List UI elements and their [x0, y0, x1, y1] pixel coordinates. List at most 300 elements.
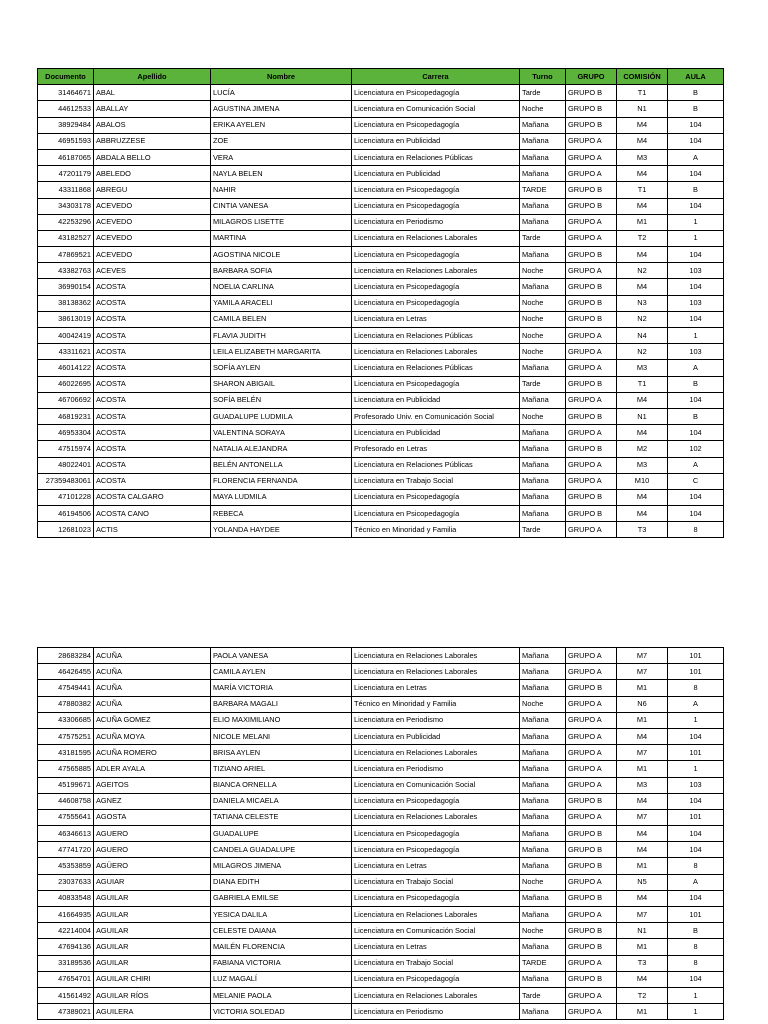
cell-comision: M4 [617, 117, 668, 133]
cell-apellido: ACOSTA [94, 441, 211, 457]
cell-turno: Tarde [520, 230, 566, 246]
cell-comision: M4 [617, 166, 668, 182]
cell-apellido: ACUÑA GOMEZ [94, 712, 211, 728]
table-row [38, 842, 724, 858]
table-row [38, 279, 724, 295]
cell-apellido: ACOSTA [94, 328, 211, 344]
cell-grupo: GRUPO B [566, 295, 617, 311]
cell-grupo: GRUPO A [566, 648, 617, 664]
cell-aula: 104 [668, 198, 724, 214]
cell-documento: 43181595 [38, 745, 94, 761]
cell-carrera: Licenciatura en Publicidad [352, 166, 520, 182]
cell-nombre: CELESTE DAIANA [211, 923, 352, 939]
cell-aula: B [668, 182, 724, 198]
cell-turno: Mañana [520, 392, 566, 408]
cell-apellido: ACUÑA ROMERO [94, 745, 211, 761]
cell-comision: M4 [617, 425, 668, 441]
cell-nombre: SOFÍA BELÉN [211, 392, 352, 408]
cell-grupo: GRUPO A [566, 425, 617, 441]
cell-grupo: GRUPO B [566, 923, 617, 939]
table-row [38, 441, 724, 457]
cell-turno: Mañana [520, 166, 566, 182]
cell-turno: Noche [520, 874, 566, 890]
cell-comision: M1 [617, 214, 668, 230]
table-row [38, 858, 724, 874]
table-row [38, 907, 724, 923]
cell-documento: 34303178 [38, 198, 94, 214]
cell-comision: T2 [617, 230, 668, 246]
cell-turno: Noche [520, 263, 566, 279]
cell-comision: T1 [617, 376, 668, 392]
cell-turno: Mañana [520, 214, 566, 230]
cell-carrera: Licenciatura en Relaciones Laborales [352, 263, 520, 279]
cell-nombre: YESICA DALILA [211, 907, 352, 923]
cell-apellido: ACOSTA CANO [94, 506, 211, 522]
cell-aula: 104 [668, 728, 724, 744]
table-row [38, 344, 724, 360]
cell-documento: 38613019 [38, 311, 94, 327]
cell-nombre: ELIO MAXIMILIANO [211, 712, 352, 728]
table-row [38, 408, 724, 424]
cell-aula: 104 [668, 247, 724, 263]
cell-aula: 104 [668, 826, 724, 842]
cell-aula: 104 [668, 133, 724, 149]
cell-carrera: Licenciatura en Psicopedagogía [352, 376, 520, 392]
cell-apellido: AGUILAR [94, 923, 211, 939]
cell-apellido: AGÜERO [94, 858, 211, 874]
cell-apellido: ABBRUZZESE [94, 133, 211, 149]
cell-documento: 33189536 [38, 955, 94, 971]
cell-nombre: FLAVIA JUDITH [211, 328, 352, 344]
cell-apellido: ABALOS [94, 117, 211, 133]
cell-apellido: ABAL [94, 85, 211, 101]
cell-comision: T1 [617, 85, 668, 101]
cell-apellido: ACEVEDO [94, 198, 211, 214]
cell-apellido: ACUÑA [94, 664, 211, 680]
cell-apellido: ACOSTA [94, 473, 211, 489]
cell-turno: Tarde [520, 85, 566, 101]
cell-turno: Mañana [520, 489, 566, 505]
cell-turno: Mañana [520, 247, 566, 263]
table-1-body [38, 85, 724, 538]
cell-carrera: Licenciatura en Relaciones Laborales [352, 745, 520, 761]
cell-apellido: ABALLAY [94, 101, 211, 117]
cell-grupo: GRUPO A [566, 360, 617, 376]
cell-grupo: GRUPO A [566, 214, 617, 230]
cell-comision: M4 [617, 971, 668, 987]
cell-aula: 104 [668, 793, 724, 809]
cell-comision: M1 [617, 1004, 668, 1020]
cell-grupo: GRUPO B [566, 489, 617, 505]
cell-comision: M7 [617, 648, 668, 664]
cell-carrera: Licenciatura en Letras [352, 680, 520, 696]
cell-comision: T3 [617, 955, 668, 971]
cell-nombre: GUADALUPE LUDMILA [211, 408, 352, 424]
cell-comision: M2 [617, 441, 668, 457]
cell-apellido: ACOSTA [94, 392, 211, 408]
cell-comision: N6 [617, 696, 668, 712]
table-row [38, 971, 724, 987]
cell-nombre: FABIANA VICTORIA [211, 955, 352, 971]
cell-carrera: Licenciatura en Relaciones Laborales [352, 907, 520, 923]
cell-comision: T2 [617, 987, 668, 1003]
cell-comision: M4 [617, 489, 668, 505]
cell-documento: 46953304 [38, 425, 94, 441]
cell-documento: 42253296 [38, 214, 94, 230]
cell-comision: M4 [617, 842, 668, 858]
cell-apellido: ACOSTA [94, 457, 211, 473]
table-row [38, 263, 724, 279]
cell-turno: Mañana [520, 360, 566, 376]
cell-comision: N1 [617, 101, 668, 117]
cell-aula: 104 [668, 392, 724, 408]
cell-carrera: Licenciatura en Relaciones Laborales [352, 664, 520, 680]
cell-turno: Mañana [520, 809, 566, 825]
cell-documento: 48022401 [38, 457, 94, 473]
cell-documento: 40833548 [38, 890, 94, 906]
cell-documento: 46346613 [38, 826, 94, 842]
cell-carrera: Licenciatura en Letras [352, 858, 520, 874]
cell-documento: 43311621 [38, 344, 94, 360]
cell-documento: 47555641 [38, 809, 94, 825]
cell-aula: 1 [668, 1004, 724, 1020]
cell-documento: 45199671 [38, 777, 94, 793]
cell-grupo: GRUPO B [566, 198, 617, 214]
cell-comision: M3 [617, 149, 668, 165]
cell-apellido: ACOSTA [94, 425, 211, 441]
cell-apellido: AGUILAR [94, 890, 211, 906]
cell-grupo: GRUPO A [566, 392, 617, 408]
cell-comision: M7 [617, 907, 668, 923]
cell-grupo: GRUPO A [566, 745, 617, 761]
table-row [38, 457, 724, 473]
cell-carrera: Licenciatura en Relaciones Laborales [352, 344, 520, 360]
table-row [38, 489, 724, 505]
cell-apellido: ABREGU [94, 182, 211, 198]
header-nombre: Nombre [211, 69, 352, 85]
cell-aula: 104 [668, 489, 724, 505]
cell-documento: 47575251 [38, 728, 94, 744]
cell-turno: Mañana [520, 971, 566, 987]
cell-turno: Mañana [520, 680, 566, 696]
cell-carrera: Licenciatura en Relaciones Públicas [352, 360, 520, 376]
cell-carrera: Licenciatura en Publicidad [352, 133, 520, 149]
table-row [38, 696, 724, 712]
cell-carrera: Licenciatura en Psicopedagogía [352, 489, 520, 505]
cell-aula: B [668, 408, 724, 424]
table-row [38, 214, 724, 230]
cell-carrera: Licenciatura en Psicopedagogía [352, 247, 520, 263]
cell-turno: Noche [520, 696, 566, 712]
header-turno: Turno [520, 69, 566, 85]
cell-grupo: GRUPO A [566, 987, 617, 1003]
cell-turno: Mañana [520, 457, 566, 473]
cell-comision: M7 [617, 664, 668, 680]
cell-apellido: AGUILERA [94, 1004, 211, 1020]
cell-grupo: GRUPO A [566, 1004, 617, 1020]
cell-turno: Mañana [520, 648, 566, 664]
cell-documento: 41561492 [38, 987, 94, 1003]
cell-comision: M4 [617, 826, 668, 842]
cell-aula: 1 [668, 712, 724, 728]
cell-turno: Noche [520, 295, 566, 311]
cell-grupo: GRUPO A [566, 263, 617, 279]
table-row [38, 761, 724, 777]
cell-nombre: NAHIR [211, 182, 352, 198]
cell-turno: Mañana [520, 745, 566, 761]
table-row [38, 101, 724, 117]
cell-comision: N2 [617, 344, 668, 360]
cell-apellido: AGOSTA [94, 809, 211, 825]
cell-comision: M4 [617, 793, 668, 809]
cell-documento: 43311868 [38, 182, 94, 198]
cell-grupo: GRUPO B [566, 939, 617, 955]
cell-grupo: GRUPO B [566, 506, 617, 522]
cell-apellido: AGUILAR RÍOS [94, 987, 211, 1003]
cell-grupo: GRUPO B [566, 826, 617, 842]
cell-turno: Mañana [520, 761, 566, 777]
cell-turno: Mañana [520, 279, 566, 295]
cell-grupo: GRUPO B [566, 85, 617, 101]
cell-carrera: Licenciatura en Psicopedagogía [352, 890, 520, 906]
cell-nombre: NATALIA ALEJANDRA [211, 441, 352, 457]
cell-comision: M4 [617, 392, 668, 408]
cell-grupo: GRUPO A [566, 344, 617, 360]
cell-documento: 43306685 [38, 712, 94, 728]
cell-carrera: Profesorado en Letras [352, 441, 520, 457]
cell-aula: 102 [668, 441, 724, 457]
cell-carrera: Licenciatura en Trabajo Social [352, 473, 520, 489]
header-documento: Documento [38, 69, 94, 85]
cell-documento: 46706692 [38, 392, 94, 408]
table-row [38, 939, 724, 955]
cell-aula: 104 [668, 425, 724, 441]
cell-comision: N1 [617, 408, 668, 424]
table-row [38, 311, 724, 327]
cell-carrera: Licenciatura en Psicopedagogía [352, 506, 520, 522]
cell-turno: Mañana [520, 149, 566, 165]
cell-nombre: LUZ MAGALÍ [211, 971, 352, 987]
table-row [38, 648, 724, 664]
cell-nombre: MILAGROS JIMENA [211, 858, 352, 874]
cell-carrera: Licenciatura en Psicopedagogía [352, 793, 520, 809]
cell-aula: A [668, 360, 724, 376]
cell-turno: Tarde [520, 522, 566, 538]
cell-aula: A [668, 149, 724, 165]
header-aula: AULA [668, 69, 724, 85]
cell-grupo: GRUPO A [566, 728, 617, 744]
cell-nombre: VERA [211, 149, 352, 165]
cell-aula: 8 [668, 939, 724, 955]
table-row [38, 955, 724, 971]
cell-aula: 104 [668, 311, 724, 327]
cell-nombre: ZOE [211, 133, 352, 149]
cell-aula: 8 [668, 955, 724, 971]
cell-aula: B [668, 923, 724, 939]
cell-turno: Mañana [520, 842, 566, 858]
cell-aula: 104 [668, 506, 724, 522]
cell-aula: 103 [668, 777, 724, 793]
cell-comision: M7 [617, 809, 668, 825]
cell-nombre: MARTINA [211, 230, 352, 246]
cell-grupo: GRUPO A [566, 473, 617, 489]
cell-nombre: BELÉN ANTONELLA [211, 457, 352, 473]
table-row [38, 360, 724, 376]
cell-turno: Mañana [520, 441, 566, 457]
cell-nombre: GUADALUPE [211, 826, 352, 842]
cell-apellido: ACTIS [94, 522, 211, 538]
cell-documento: 46014122 [38, 360, 94, 376]
enrollment-table-1 [37, 68, 724, 538]
cell-turno: Mañana [520, 117, 566, 133]
cell-nombre: NICOLE MELANI [211, 728, 352, 744]
cell-documento: 40042419 [38, 328, 94, 344]
cell-apellido: ACOSTA [94, 311, 211, 327]
cell-apellido: ACOSTA CALGARO [94, 489, 211, 505]
cell-aula: 1 [668, 328, 724, 344]
cell-documento: 47694136 [38, 939, 94, 955]
cell-turno: Mañana [520, 133, 566, 149]
cell-carrera: Licenciatura en Trabajo Social [352, 874, 520, 890]
cell-grupo: GRUPO A [566, 328, 617, 344]
cell-documento: 46819231 [38, 408, 94, 424]
cell-apellido: ABELEDO [94, 166, 211, 182]
cell-comision: N5 [617, 874, 668, 890]
table-row [38, 247, 724, 263]
table-row [38, 745, 724, 761]
cell-documento: 41664935 [38, 907, 94, 923]
table-row [38, 295, 724, 311]
header-apellido: Apellido [94, 69, 211, 85]
cell-nombre: MARÍA VICTORIA [211, 680, 352, 696]
cell-carrera: Licenciatura en Publicidad [352, 728, 520, 744]
cell-nombre: TATIANA CELESTE [211, 809, 352, 825]
table-row [38, 890, 724, 906]
cell-carrera: Licenciatura en Publicidad [352, 425, 520, 441]
table-row [38, 664, 724, 680]
cell-aula: 1 [668, 987, 724, 1003]
cell-nombre: NOELIA CARLINA [211, 279, 352, 295]
cell-comision: M1 [617, 712, 668, 728]
cell-grupo: GRUPO A [566, 133, 617, 149]
cell-apellido: AGNEZ [94, 793, 211, 809]
cell-comision: N1 [617, 923, 668, 939]
cell-nombre: FLORENCIA FERNANDA [211, 473, 352, 489]
cell-apellido: ACEVEDO [94, 230, 211, 246]
table-row [38, 793, 724, 809]
table-row [38, 376, 724, 392]
table-row [38, 923, 724, 939]
cell-turno: Mañana [520, 1004, 566, 1020]
cell-documento: 43382763 [38, 263, 94, 279]
header-carrera: Carrera [352, 69, 520, 85]
cell-aula: 103 [668, 344, 724, 360]
table-row [38, 987, 724, 1003]
cell-apellido: AGUIAR [94, 874, 211, 890]
cell-nombre: DIANA EDITH [211, 874, 352, 890]
cell-nombre: CAMILA BELEN [211, 311, 352, 327]
cell-carrera: Licenciatura en Relaciones Públicas [352, 328, 520, 344]
cell-carrera: Licenciatura en Periodismo [352, 1004, 520, 1020]
cell-nombre: SOFÍA AYLEN [211, 360, 352, 376]
table-row [38, 728, 724, 744]
cell-documento: 43182527 [38, 230, 94, 246]
cell-turno: Noche [520, 311, 566, 327]
cell-grupo: GRUPO B [566, 842, 617, 858]
cell-nombre: NAYLA BELEN [211, 166, 352, 182]
cell-nombre: VICTORIA SOLEDAD [211, 1004, 352, 1020]
table-row [38, 198, 724, 214]
cell-turno: Mañana [520, 793, 566, 809]
cell-grupo: GRUPO B [566, 793, 617, 809]
cell-carrera: Licenciatura en Relaciones Públicas [352, 457, 520, 473]
cell-comision: M3 [617, 777, 668, 793]
cell-aula: 101 [668, 907, 724, 923]
cell-documento: 46187065 [38, 149, 94, 165]
cell-comision: M4 [617, 133, 668, 149]
cell-documento: 46426455 [38, 664, 94, 680]
cell-documento: 42214004 [38, 923, 94, 939]
cell-grupo: GRUPO B [566, 247, 617, 263]
cell-carrera: Licenciatura en Psicopedagogía [352, 295, 520, 311]
cell-nombre: REBECA [211, 506, 352, 522]
cell-nombre: CINTIA VANESA [211, 198, 352, 214]
cell-turno: Mañana [520, 473, 566, 489]
cell-comision: N3 [617, 295, 668, 311]
enrollment-table-2 [37, 647, 724, 1020]
cell-carrera: Profesorado Univ. en Comunicación Social [352, 408, 520, 424]
cell-documento: 46951593 [38, 133, 94, 149]
cell-grupo: GRUPO B [566, 408, 617, 424]
cell-turno: Noche [520, 344, 566, 360]
cell-documento: 47101228 [38, 489, 94, 505]
cell-carrera: Licenciatura en Letras [352, 311, 520, 327]
cell-aula: 103 [668, 263, 724, 279]
cell-turno: Tarde [520, 376, 566, 392]
cell-turno: Noche [520, 408, 566, 424]
cell-comision: M3 [617, 457, 668, 473]
cell-turno: Mañana [520, 198, 566, 214]
cell-apellido: ACOSTA [94, 408, 211, 424]
cell-documento: 47389021 [38, 1004, 94, 1020]
cell-grupo: GRUPO A [566, 809, 617, 825]
cell-grupo: GRUPO B [566, 441, 617, 457]
table-row [38, 522, 724, 538]
cell-nombre: PAOLA VANESA [211, 648, 352, 664]
header-grupo: GRUPO [566, 69, 617, 85]
cell-carrera: Licenciatura en Psicopedagogía [352, 85, 520, 101]
cell-comision: N4 [617, 328, 668, 344]
cell-comision: M7 [617, 745, 668, 761]
cell-nombre: MELANIE PAOLA [211, 987, 352, 1003]
cell-grupo: GRUPO B [566, 311, 617, 327]
table-row [38, 85, 724, 101]
table-2-body [38, 648, 724, 1020]
cell-turno: Mañana [520, 425, 566, 441]
cell-nombre: CAMILA AYLEN [211, 664, 352, 680]
cell-apellido: ABDALA BELLO [94, 149, 211, 165]
cell-grupo: GRUPO A [566, 457, 617, 473]
cell-grupo: GRUPO B [566, 279, 617, 295]
cell-documento: 45353859 [38, 858, 94, 874]
cell-carrera: Licenciatura en Psicopedagogía [352, 826, 520, 842]
cell-carrera: Licenciatura en Periodismo [352, 761, 520, 777]
cell-carrera: Licenciatura en Psicopedagogía [352, 971, 520, 987]
cell-aula: 104 [668, 117, 724, 133]
cell-apellido: ACEVES [94, 263, 211, 279]
cell-carrera: Licenciatura en Relaciones Laborales [352, 987, 520, 1003]
cell-apellido: AGUILAR [94, 955, 211, 971]
